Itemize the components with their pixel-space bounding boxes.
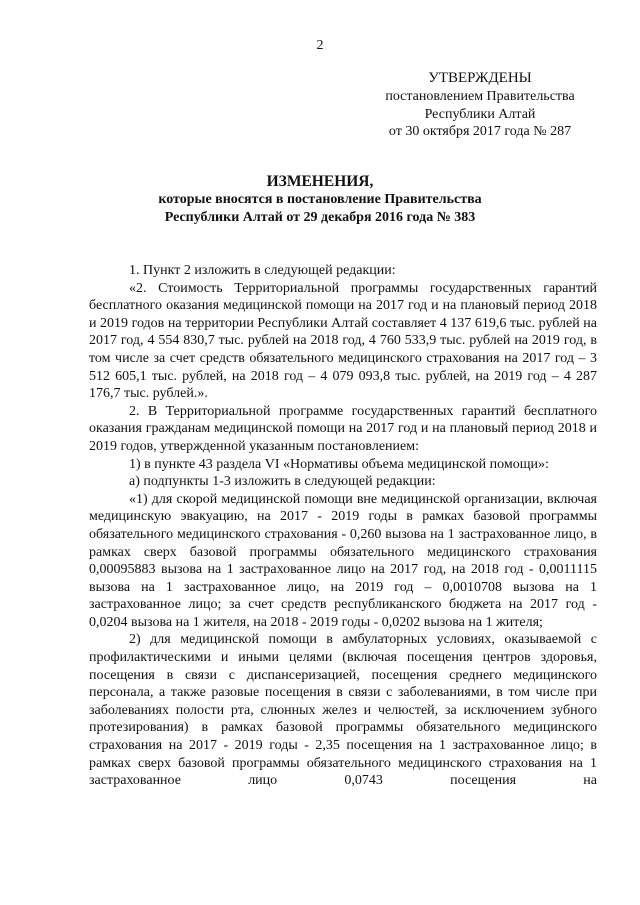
paragraph: 2. В Территориальной программе государственных гарантий бесплатного оказания гражданам медицинской помощи на 2017 год и на плановый период 2018 и 2019 годов, утвержденной указанным постановлением: [89, 403, 597, 454]
paragraph: 1) в пункте 43 раздела VI «Нормативы объема медицинской помощи»: [129, 456, 549, 472]
heading-subtitle: которые вносятся в постановление Правительства [158, 192, 482, 207]
approval-line: Республики Алтай [424, 106, 536, 122]
heading-subtitle: Республики Алтай от 29 декабря 2016 года № 383 [164, 210, 476, 225]
document-heading [90, 172, 550, 227]
page-number: 2 [316, 38, 324, 53]
paragraph: а) подпункты 1-3 изложить в следующей редакции: [129, 474, 436, 490]
paragraph: 2) для медицинской помощи в амбулаторных условиях, оказываемой с профилактическими и иными целями (включая посещения центров здоровья, посещения в связи с диспансеризацией, посещения среднего медицинского персонала, а также разовые посещения в связи с заболеваниями, в том числе при заболеваниях полости рта, слюнных желез и челюстей, за исключением зубного протезирования) в рамках базовой программы обязательного медицинского страхования на 2017 - 2019 годы - 2,35 посещения на 1 застрахованное лицо; в рамках сверх базовой программы обязательного медицинского страхования на 1 застрахованное лицо 0,0743 посещения на [89, 632, 597, 789]
heading-title: ИЗМЕНЕНИЯ, [266, 173, 374, 190]
paragraph: «1) для скорой медицинской помощи вне медицинской организации, включая медицинскую эвакуацию, на 2017 - 2019 годы в рамках базовой программы обязательного медицинского страхования - 0,260 вызова на 1 застрахованное лицо, в рамках сверх базовой программы обязательного медицинского страхования 0,00095883 вызова на 1 застрахованное лицо на 2017 год, на 2018 год - 0,0011115 вызова на 1 застрахованное лицо, на 2019 год – 0,0010708 вызова на 1 застрахованное лицо; за счет средств республиканского бюджета на 2017 год - 0,0204 вызова на 1 жителя, на 2018 - 2019 годы - 0,0202 вызова на 1 жителя; [89, 491, 597, 630]
approval-date-line: от 30 октября 2017 года № 287 [388, 124, 572, 139]
document-body [89, 262, 597, 790]
approval-block [365, 68, 595, 141]
approval-title: УТВЕРЖДЕНЫ [428, 70, 532, 86]
paragraph: 1. Пункт 2 изложить в следующей редакции: [129, 263, 396, 278]
paragraph: «2. Стоимость Территориальной программы государственных гарантий бесплатного оказания медицинской помощи на 2017 год и на плановый период 2018 и 2019 годов на территории Республики Алтай составляет 4 137 619,6 тыс. рублей на 2017 год, 4 554 830,7 тыс. рублей на 2018 год, 4 760 533,9 тыс. рублей на 2019 год, в том числе за счет средств обязательного медицинского страхования на 2017 год – 3 512 605,1 тыс. рублей, на 2018 год – 4 079 093,8 тыс. рублей, на 2019 год – 4 287 176,7 тыс. рублей.». [89, 280, 597, 402]
approval-line: постановлением Правительства [385, 89, 575, 104]
